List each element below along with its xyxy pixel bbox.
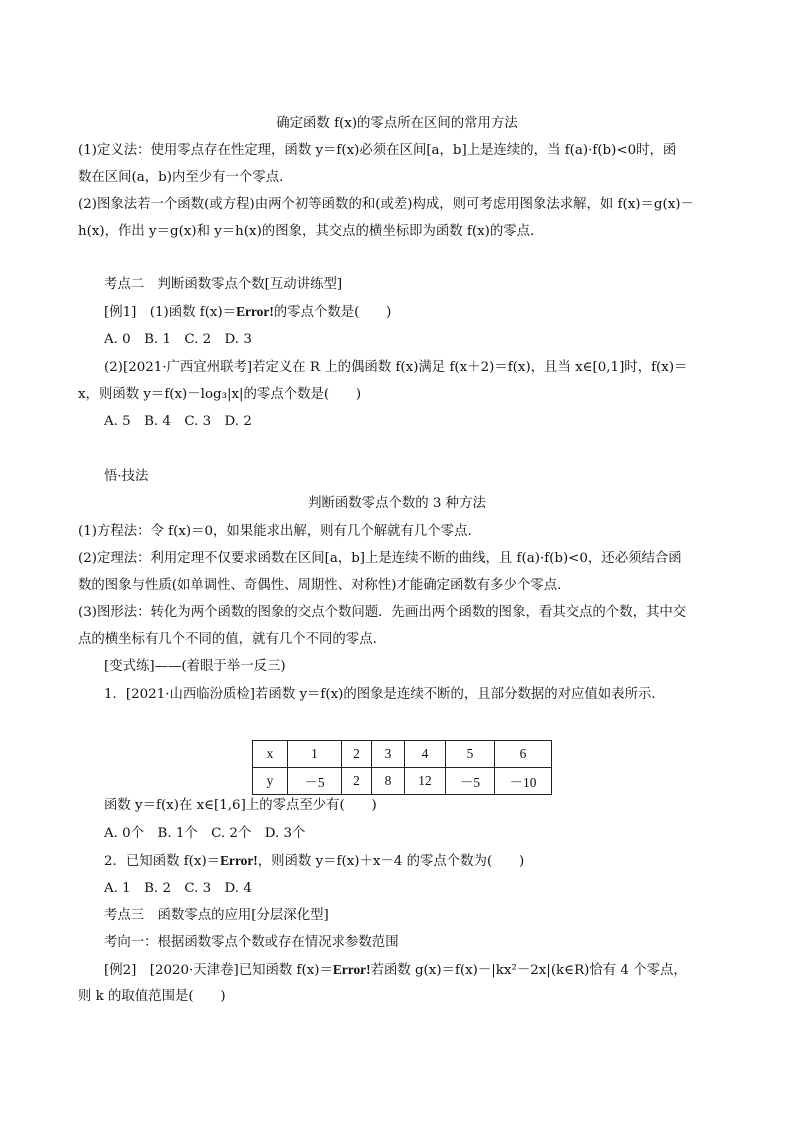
table-cell: －10: [495, 768, 552, 795]
section-heading: [变式练]——(着眼于举一反三): [104, 659, 286, 674]
error-token: Error!: [220, 853, 258, 868]
table-cell: 3: [372, 741, 405, 768]
example-question: [104, 961, 687, 980]
text-line: 数在区间(a，b)内至少有一个零点．: [78, 170, 293, 185]
text-line: (2)图象法若一个函数(或方程)由两个初等函数的和(或差)构成，则可考虑用图象法求解，如 f(x)＝g(x)－: [78, 197, 694, 212]
answer-options: A. 0个 B. 1个 C. 2个 D. 3个: [104, 826, 306, 841]
table-cell: 2: [342, 741, 372, 768]
section-heading: 考点二 判断函数零点个数[互动讲练型]: [104, 277, 343, 292]
subsection-heading: 考向一：根据函数零点个数或存在情况求参数范围: [104, 935, 399, 950]
text-line: 数的图象与性质(如单调性、奇偶性、周期性、对称性)才能确定函数有多少个零点．: [78, 578, 571, 593]
example-question: [104, 852, 524, 871]
text-line: (2)定理法：利用定理不仅要求函数在区间[a，b]上是连续不断的曲线，且 f(a)·f(b)<0，还必须结合函: [78, 551, 682, 566]
table-cell: x: [253, 741, 288, 768]
table-cell: 2: [342, 768, 372, 795]
text-line: (1)方程法：令 f(x)＝0，如果能求出解，则有几个解就有几个零点．: [78, 524, 481, 539]
question-text: [例2] [2020·天津卷]已知函数 f(x)＝: [104, 963, 333, 978]
section-heading: 悟·技法: [104, 469, 149, 484]
value-table: [252, 740, 552, 795]
answer-options: A. 1 B. 2 C. 3 D. 4: [104, 881, 252, 896]
question-text: 若函数 g(x)＝f(x)－|kx²－2x|(k∈R)恰有 4 个零点，: [370, 963, 687, 978]
text-line: (1)定义法：使用零点存在性定理，函数 y＝f(x)必须在区间[a，b]上是连续的，当 f(a)·f(b)<0时，函: [78, 143, 677, 158]
table-row: [253, 741, 552, 768]
text-line: 点的横坐标有几个不同的值，就有几个不同的零点．: [78, 632, 386, 647]
method-title: 判断函数零点个数的 3 种方法: [308, 496, 486, 511]
question-text: 函数 y＝f(x)在 x∈[1,6]上的零点至少有( ): [104, 798, 377, 813]
table-cell: －5: [446, 768, 495, 795]
error-token: Error!: [236, 304, 274, 319]
section-heading: 考点三 函数零点的应用[分层深化型]: [104, 908, 329, 923]
question-text: ，则函数 y＝f(x)＋x－4 的零点个数为( ): [257, 854, 525, 869]
question-text: 2．已知函数 f(x)＝: [104, 854, 221, 869]
table-cell: y: [253, 768, 288, 795]
question-text: 的零点个数是( ): [273, 305, 392, 320]
example-question: [104, 303, 391, 322]
text-line: h(x)，作出 y＝g(x)和 y＝h(x)的图象，其交点的横坐标即为函数 f(x)的零点．: [78, 224, 544, 239]
error-token: Error!: [332, 962, 371, 977]
answer-options: A. 5 B. 4 C. 3 D. 2: [104, 414, 252, 429]
table-cell: 6: [495, 741, 552, 768]
question-text: [例1] (1)函数 f(x)＝: [104, 305, 237, 320]
table-row: [253, 768, 552, 795]
answer-options: A. 0 B. 1 C. 2 D. 3: [104, 332, 252, 347]
table-cell: 5: [446, 741, 495, 768]
table-cell: 1: [288, 741, 342, 768]
text-line: (3)图形法：转化为两个函数的图象的交点个数问题．先画出两个函数的图象，看其交点的个数，其中交: [78, 605, 687, 620]
text-line: 则 k 的取值范围是( ): [78, 989, 226, 1004]
method-title: 确定函数 f(x)的零点所在区间的常用方法: [276, 116, 518, 131]
question-text: 1．[2021·山西临汾质检]若函数 y＝f(x)的图象是连续不断的，且部分数据的对应值如表所示．: [104, 687, 665, 702]
table-cell: 8: [372, 768, 405, 795]
table-cell: 12: [405, 768, 446, 795]
text-line: x，则函数 y＝f(x)－log₃|x|的零点个数是( ): [78, 387, 362, 402]
table-cell: －5: [288, 768, 342, 795]
text-line: (2)[2021·广西宜州联考]若定义在 R 上的偶函数 f(x)满足 f(x＋2)＝f(x)，且当 x∈[0,1]时，f(x)＝: [104, 360, 688, 375]
table-cell: 4: [405, 741, 446, 768]
